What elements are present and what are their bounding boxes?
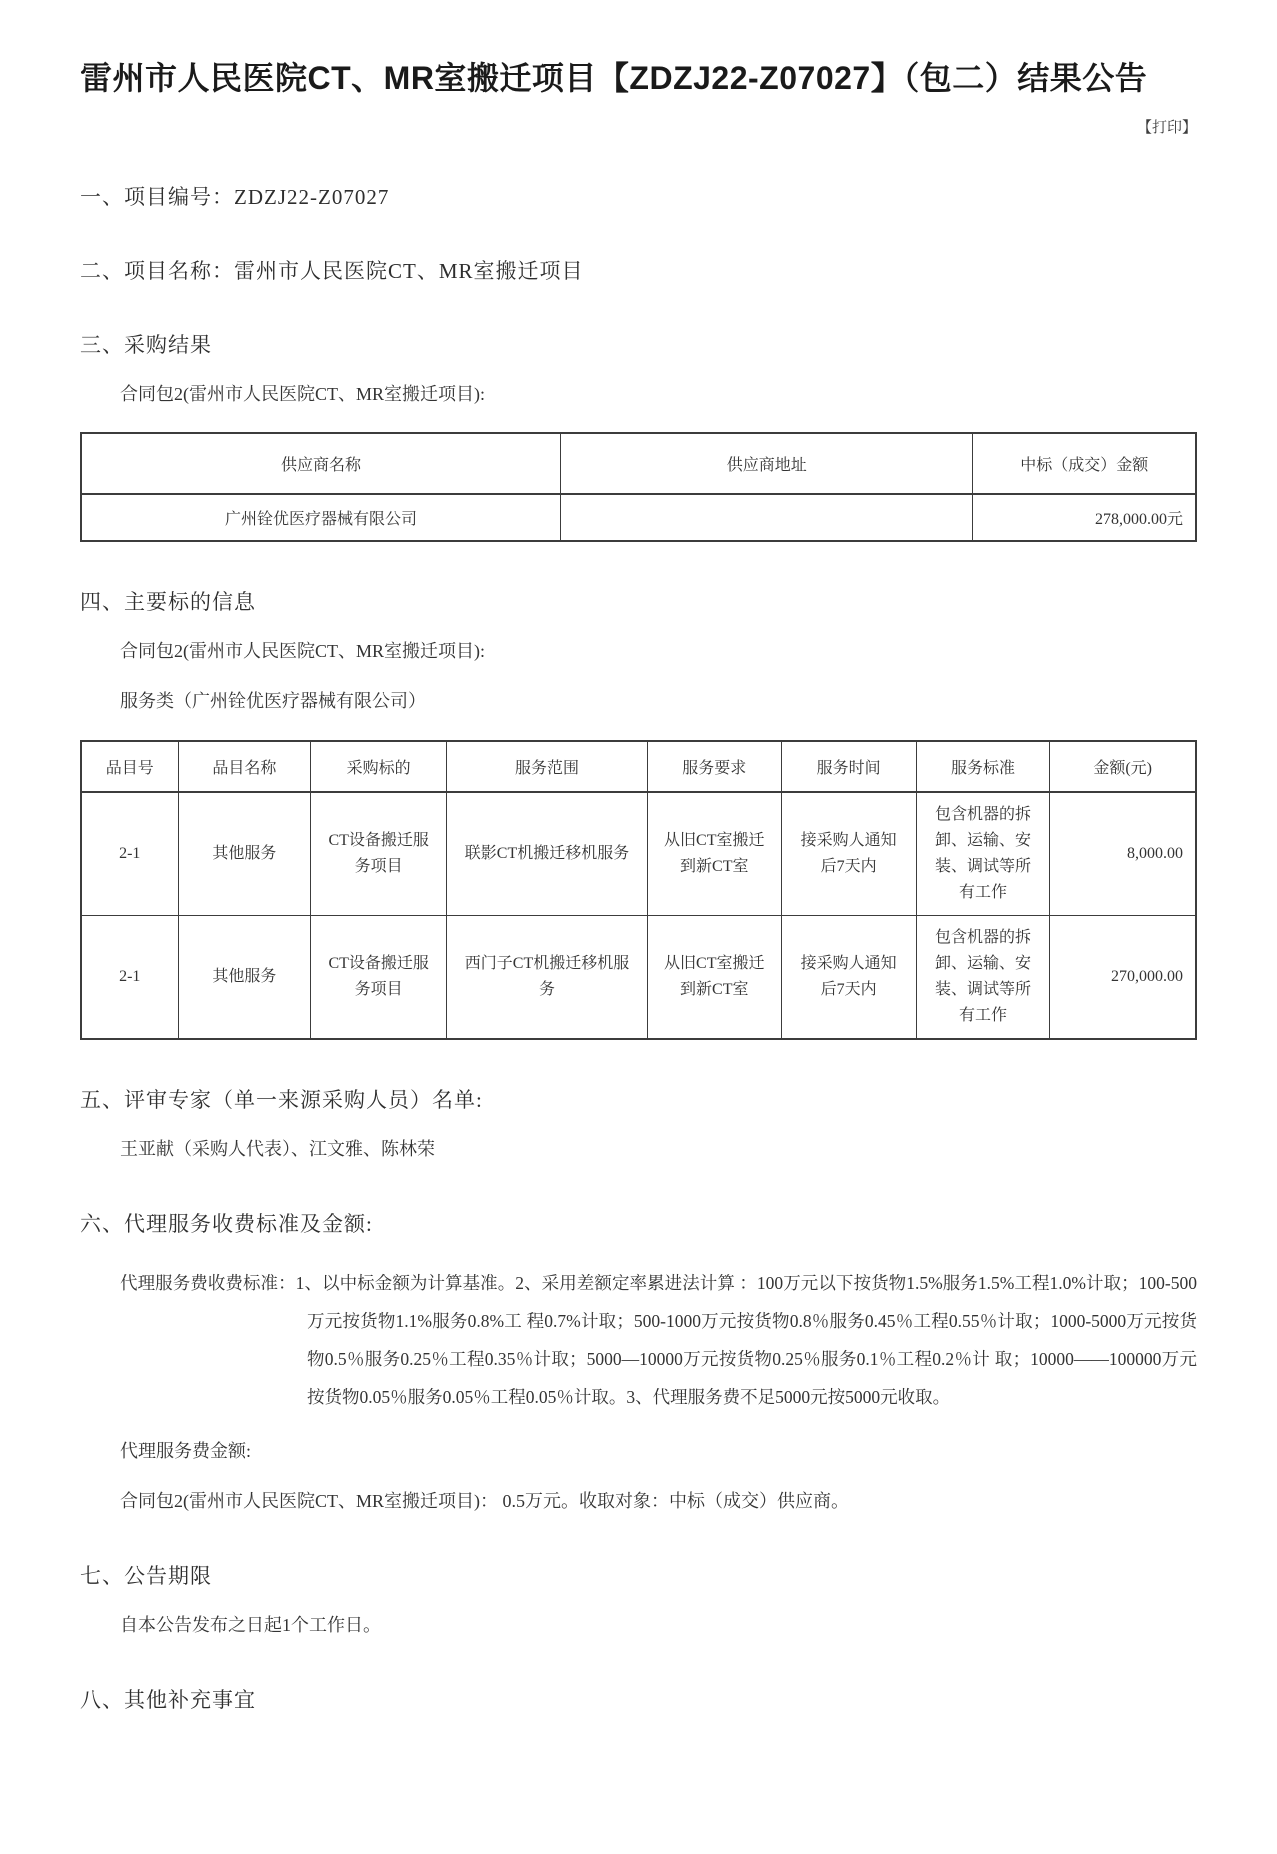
section-7-heading: 七、公告期限 (80, 1563, 212, 1588)
table-header-row (81, 433, 1196, 494)
item-name-cell: 其他服务 (178, 792, 311, 916)
service-time-cell: 接采购人通知后7天内 (781, 792, 916, 916)
table-header-cell: 服务标准 (916, 741, 1050, 792)
table-header-cell: 采购标的 (311, 741, 447, 792)
procurement-target-cell: CT设备搬迁服务项目 (311, 792, 447, 916)
table-header-cell: 金额(元) (1050, 741, 1196, 792)
service-requirement-cell: 从旧CT室搬迁到新CT室 (647, 916, 781, 1040)
item-no-cell: 2-1 (81, 916, 178, 1040)
table-header-cell: 供应商名称 (81, 433, 560, 494)
item-no-cell: 2-1 (81, 792, 178, 916)
agency-fee-amount: 合同包2(雷州市人民医院CT、MR室搬迁项目)： 0.5万元。收取对象：中标（成交）供应商。 (120, 1491, 849, 1512)
section-4-heading: 四、主要标的信息 (80, 590, 256, 615)
supplier-name-cell: 广州铨优医疗器械有限公司 (81, 494, 560, 541)
table-header-cell: 服务时间 (781, 741, 916, 792)
agency-fee-amount-label: 代理服务费金额: (120, 1441, 252, 1462)
item-name-cell: 其他服务 (178, 916, 311, 1040)
section-5-heading: 五、评审专家（单一来源采购人员）名单: (80, 1088, 483, 1113)
table-row (81, 792, 1196, 916)
table-row (81, 494, 1196, 541)
table-header-cell: 供应商地址 (560, 433, 973, 494)
table-header-cell: 服务范围 (447, 741, 648, 792)
items-table (80, 740, 1197, 1040)
service-requirement-cell: 从旧CT室搬迁到新CT室 (647, 792, 781, 916)
service-time-cell: 接采购人通知后7天内 (781, 916, 916, 1040)
table-row (81, 916, 1196, 1040)
service-standard-cell: 包含机器的拆卸、运输、安装、调试等所有工作 (916, 916, 1050, 1040)
amount-cell: 270,000.00 (1050, 916, 1196, 1040)
section-8-heading: 八、其他补充事宜 (80, 1687, 256, 1712)
agency-fee-standard: 代理服务费收费标准：1、以中标金额为计算基准。2、采用差额定率累进法计算 ：100万元以下按货物1.5%服务1.5%工程1.0%计取；100-500万元按货物1.1%服务0.8%工 程0.7%计取；500-1000万元按货物0.8％服务0.45％工程0.55％计取；1000-5000万元按货 物0.5％服务0.25％工程0.35％计取；5000—10000万元按货物0.25％服务0.1％工程0.2％计 取；10000——100000万元按货物0.05％服务0.05％工程0.05％计取。3、代理服务费不足5000元按5000元收取。 (120, 1273, 1197, 1408)
supplier-address-cell (560, 494, 973, 541)
section-3-heading: 三、采购结果 (80, 332, 212, 357)
section-2-heading: 二、项目名称：雷州市人民医院CT、MR室搬迁项目 (80, 258, 584, 283)
section-4-intro: 合同包2(雷州市人民医院CT、MR室搬迁项目): (120, 641, 485, 662)
section-6-heading: 六、代理服务收费标准及金额: (80, 1212, 373, 1237)
section-3-intro: 合同包2(雷州市人民医院CT、MR室搬迁项目): (120, 383, 485, 404)
service-scope-cell: 联影CT机搬迁移机服务 (447, 792, 648, 916)
announcement-period: 自本公告发布之日起1个工作日。 (120, 1614, 381, 1635)
supplier-table (80, 432, 1197, 542)
amount-cell: 8,000.00 (1050, 792, 1196, 916)
table-header-cell: 服务要求 (647, 741, 781, 792)
table-header-row (81, 741, 1196, 792)
expert-list: 王亚献（采购人代表）、江文雅、陈林荣 (120, 1139, 435, 1160)
table-header-cell: 品目号 (81, 741, 178, 792)
print-button[interactable]: 【打印】 (1136, 119, 1197, 136)
print-row (80, 116, 1197, 137)
section-1-heading: 一、项目编号：ZDZJ22-Z07027 (80, 184, 390, 209)
table-header-cell: 中标（成交）金额 (973, 433, 1196, 494)
service-scope-cell: 西门子CT机搬迁移机服务 (447, 916, 648, 1040)
award-amount-cell: 278,000.00元 (973, 494, 1196, 541)
table-header-cell: 品目名称 (178, 741, 311, 792)
page-title: 雷州市人民医院CT、MR室搬迁项目【ZDZJ22-Z07027】（包二）结果公告 (80, 60, 1148, 96)
procurement-target-cell: CT设备搬迁服务项目 (311, 916, 447, 1040)
service-standard-cell: 包含机器的拆卸、运输、安装、调试等所有工作 (916, 792, 1050, 916)
section-4-subintro: 服务类（广州铨优医疗器械有限公司） (120, 691, 426, 712)
